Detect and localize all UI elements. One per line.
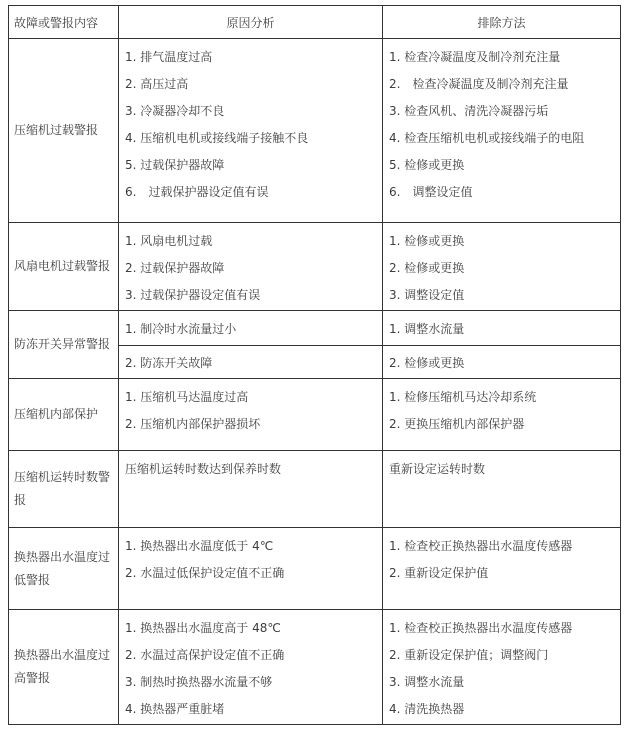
table-row [9, 610, 621, 725]
cause-cell: 1. 制冷时水流量过小 [119, 311, 383, 346]
table-row [9, 528, 621, 610]
table-row [9, 379, 621, 451]
cause-item: 3. 过载保护器设定值有误 [125, 288, 261, 302]
table-row [9, 223, 621, 311]
solution-cell [383, 223, 621, 311]
table-row [9, 39, 621, 223]
cause-cell: 2. 防冻开关故障 [119, 346, 383, 379]
solution-cell [383, 39, 621, 223]
solution-cell [383, 451, 621, 528]
cause-item: 压缩机运转时数达到保养时数 [125, 462, 282, 476]
cause-cell [119, 39, 383, 223]
cause-cell [119, 528, 383, 610]
cause-item: 1. 换热器出水温度低于 4℃ [125, 539, 274, 553]
cause-item: 2. 过载保护器故障 [125, 261, 225, 275]
cause-item: 3. 制热时换热器水流量不够 [125, 675, 273, 689]
cause-cell [119, 379, 383, 451]
solution-cell [383, 379, 621, 451]
cause-item: 6. 过载保护器设定值有误 [125, 185, 269, 199]
solution-item: 1. 检修或更换 [389, 234, 465, 248]
solution-item: 4. 清洗换热器 [389, 702, 465, 716]
troubleshooting-table [8, 5, 621, 725]
fault-cell: 风扇电机过载警报 [9, 223, 119, 311]
header-solution-method: 排除方法 [383, 6, 621, 39]
solution-cell: 2. 检修或更换 [383, 346, 621, 379]
header-row [9, 6, 621, 39]
cause-item: 2. 水温过高保护设定值不正确 [125, 648, 285, 662]
solution-item: 2. 更换压缩机内部保护器 [389, 417, 525, 431]
header-cause-analysis: 原因分析 [119, 6, 383, 39]
table-row [9, 451, 621, 528]
solution-cell [383, 610, 621, 725]
solution-cell: 1. 调整水流量 [383, 311, 621, 346]
cause-item: 2. 水温过低保护设定值不正确 [125, 566, 285, 580]
table-body [9, 39, 621, 725]
cause-item: 5. 过载保护器故障 [125, 158, 225, 172]
cause-cell [119, 451, 383, 528]
cause-item: 3. 冷凝器冷却不良 [125, 104, 225, 118]
cause-item: 4. 换热器严重脏堵 [125, 702, 225, 716]
cause-cell [119, 610, 383, 725]
cause-cell [119, 223, 383, 311]
cause-item: 2. 压缩机内部保护器损坏 [125, 417, 261, 431]
solution-item: 3. 检查风机、清洗冷凝器污垢 [389, 104, 549, 118]
fault-cell: 压缩机运转时数警报 [9, 451, 119, 528]
solution-item: 6. 调整设定值 [389, 185, 473, 199]
solution-item: 2. 检修或更换 [389, 261, 465, 275]
solution-item: 5. 检修或更换 [389, 158, 465, 172]
solution-item: 1. 检查冷凝温度及制冷剂充注量 [389, 50, 561, 64]
solution-item: 3. 调整水流量 [389, 675, 465, 689]
solution-item: 3. 调整设定值 [389, 288, 465, 302]
solution-item: 1. 检修压缩机马达冷却系统 [389, 390, 537, 404]
fault-cell: 换热器出水温度过低警报 [9, 528, 119, 610]
header-fault-content: 故障或警报内容 [9, 6, 119, 39]
solution-item: 4. 检查压缩机电机或接线端子的电阻 [389, 131, 585, 145]
cause-item: 1. 压缩机马达温度过高 [125, 390, 249, 404]
cause-item: 1. 排气温度过高 [125, 50, 213, 64]
fault-cell: 压缩机内部保护 [9, 379, 119, 451]
solution-item: 2. 重新设定保护值；调整阀门 [389, 648, 549, 662]
solution-cell [383, 528, 621, 610]
solution-item: 1. 检查校正换热器出水温度传感器 [389, 539, 573, 553]
cause-item: 1. 风扇电机过载 [125, 234, 213, 248]
cause-item: 1. 换热器出水温度高于 48℃ [125, 621, 281, 635]
solution-item: 1. 检查校正换热器出水温度传感器 [389, 621, 573, 635]
fault-cell: 换热器出水温度过高警报 [9, 610, 119, 725]
table-row [9, 311, 621, 346]
solution-item: 2. 重新设定保护值 [389, 566, 489, 580]
fault-cell: 防冻开关异常警报 [9, 311, 119, 379]
solution-item: 2. 检查冷凝温度及制冷剂充注量 [389, 77, 569, 91]
fault-cell: 压缩机过载警报 [9, 39, 119, 223]
cause-item: 4. 压缩机电机或接线端子接触不良 [125, 131, 309, 145]
solution-item: 重新设定运转时数 [389, 462, 486, 476]
cause-item: 2. 高压过高 [125, 77, 189, 91]
